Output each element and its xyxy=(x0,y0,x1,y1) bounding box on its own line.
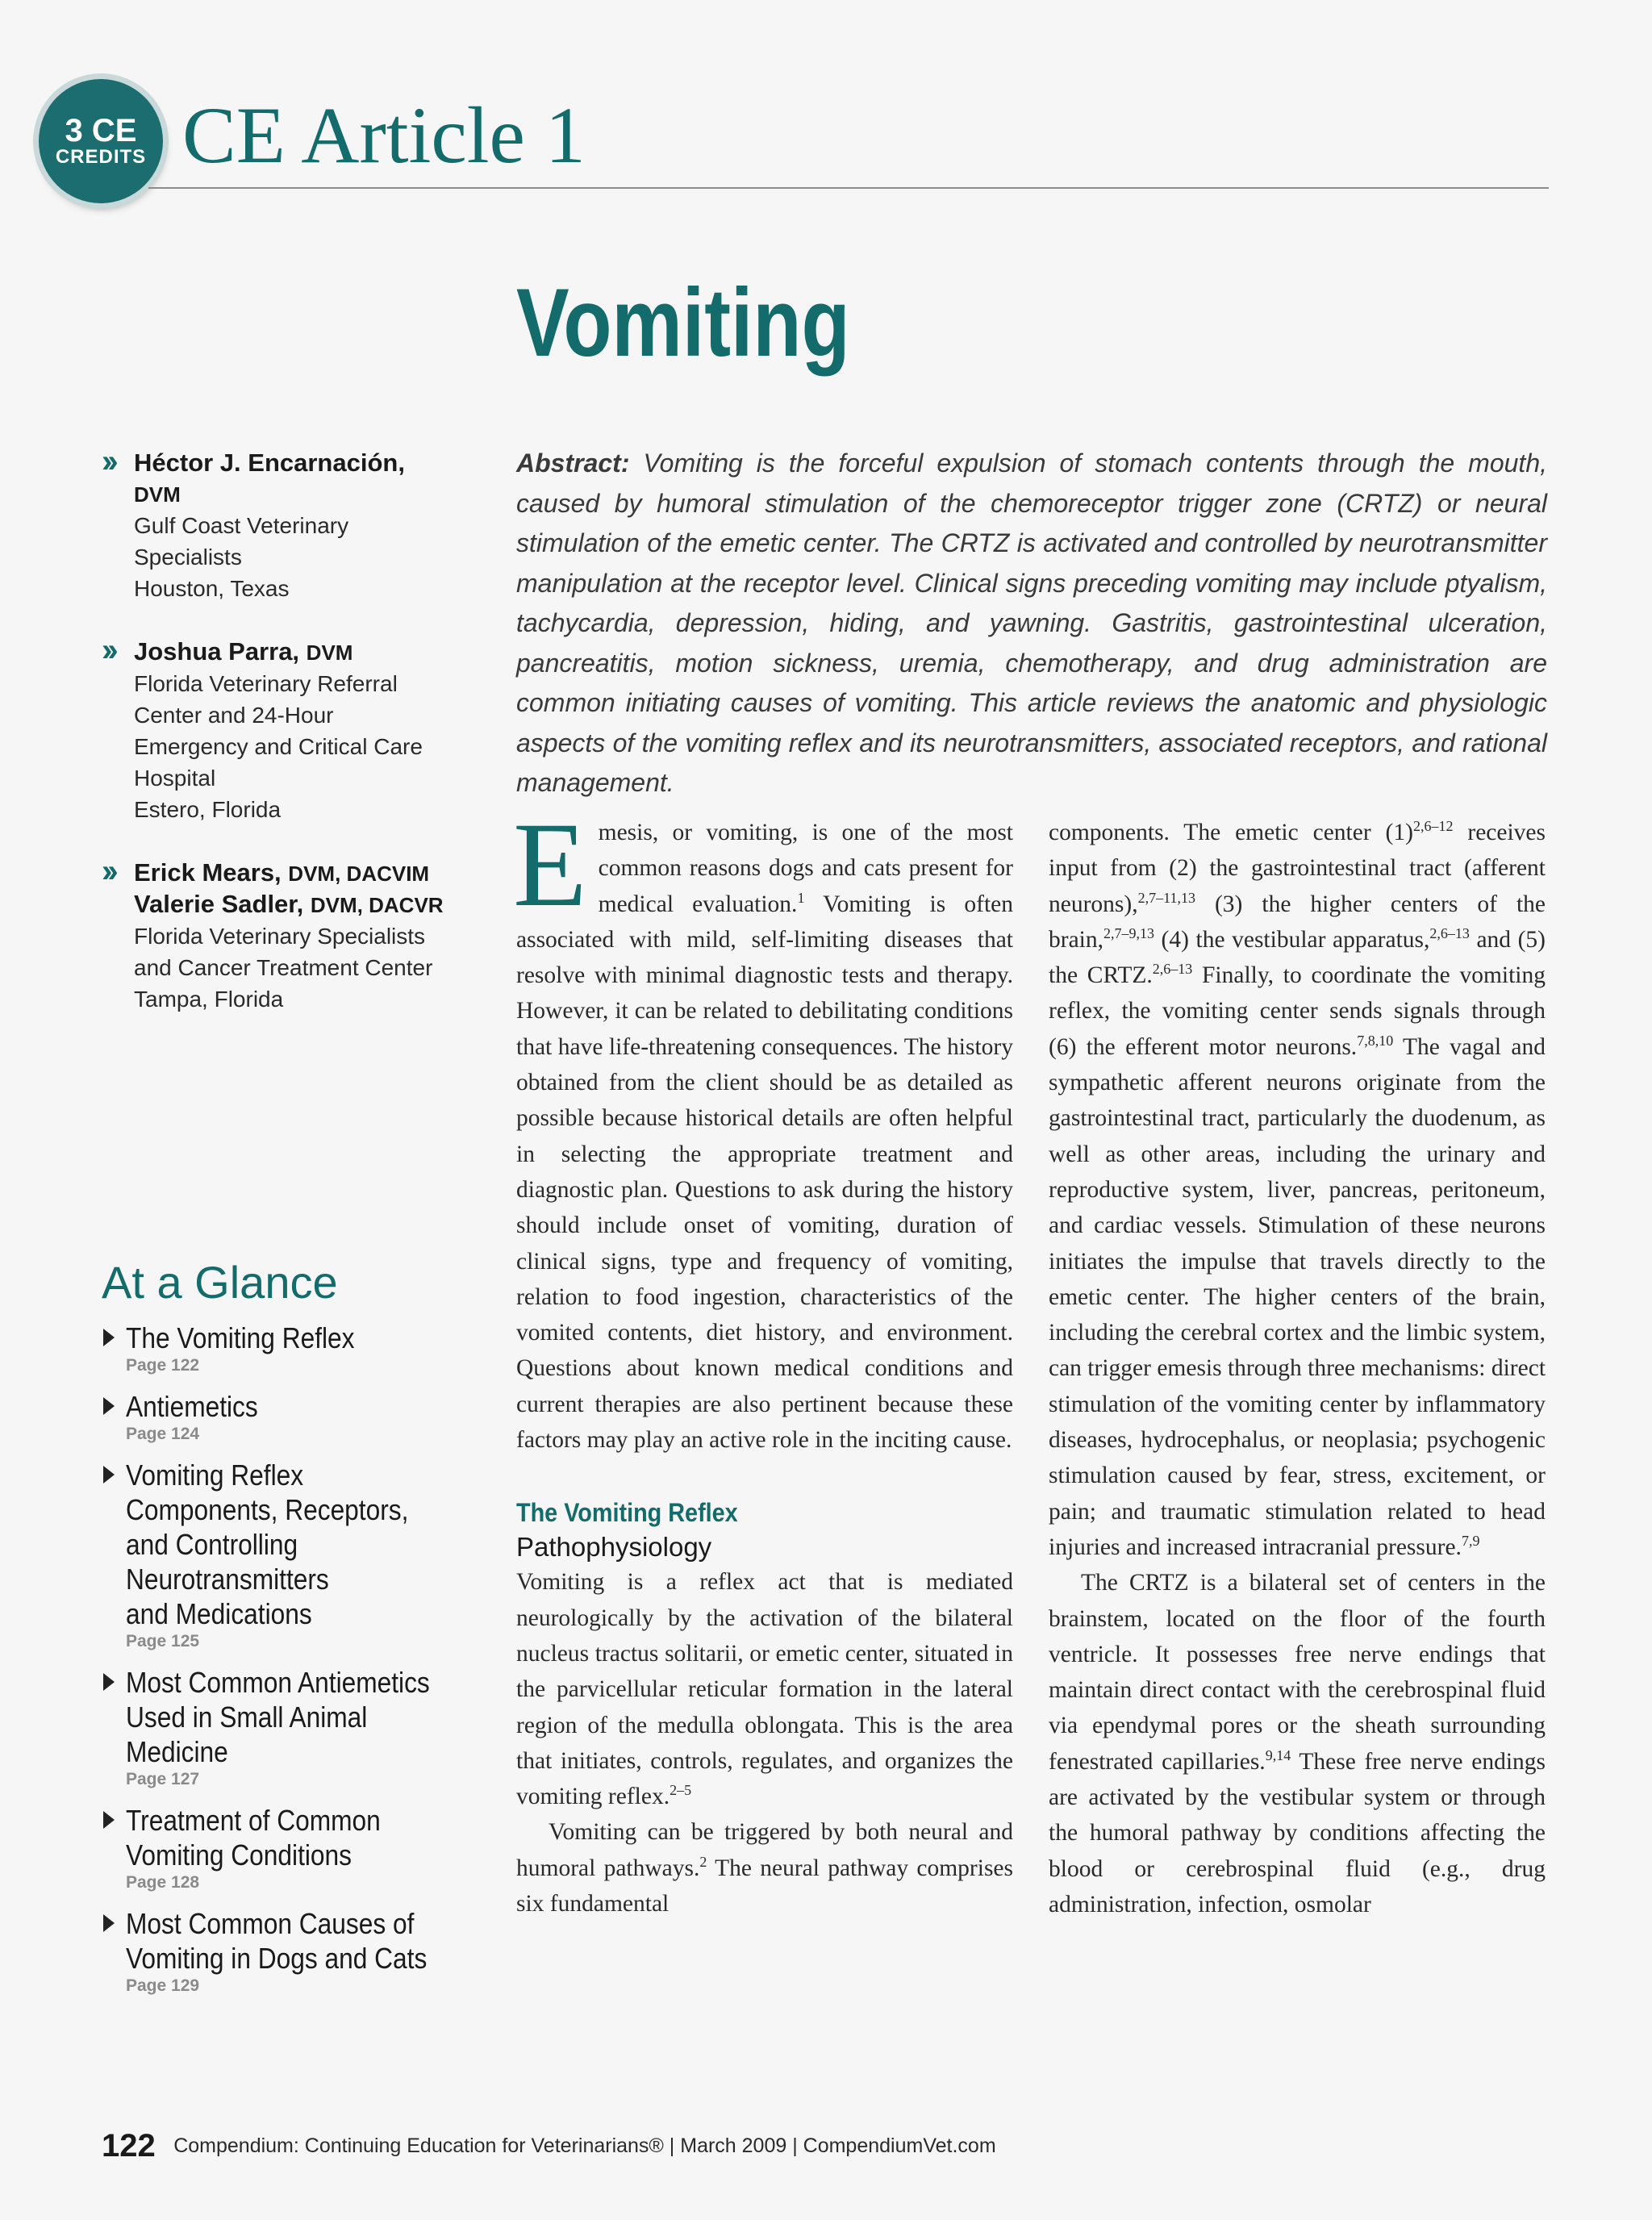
author-name xyxy=(102,632,457,668)
author-name-text: Erick Mears, xyxy=(134,858,282,887)
glance-item-page: Page 127 xyxy=(126,1770,200,1788)
body-text: mesis, or vomiting, is one of the most common reasons dogs and cats present for medical evaluation. xyxy=(598,820,1013,917)
body-text: Vomiting is a reflex act that is mediated neurologically by the activation of the bilateral nucleus tractus solitarii, or emetic center, situated in the parvicellular reticular formation in the lateral region of the medulla oblongata. This is the area that initiates, controls, regulates, and organizes the vomiting reflex. xyxy=(516,1569,1013,1810)
affiliation-line: Specialists xyxy=(134,545,242,570)
affiliation-line: Emergency and Critical Care xyxy=(134,734,423,759)
affiliation-line: and Cancer Treatment Center xyxy=(134,955,433,980)
badge-credit-label: CREDITS xyxy=(55,146,147,168)
glance-title: At a Glance xyxy=(102,1257,338,1308)
author-name xyxy=(102,444,457,510)
affiliation-line: Tampa, Florida xyxy=(134,987,284,1012)
citation: 1 xyxy=(797,889,805,906)
article-title: Vomiting xyxy=(516,269,850,377)
glance-item-page: Page 125 xyxy=(126,1632,200,1650)
citation: 2,7–9,13 xyxy=(1103,925,1154,942)
body-text: The neural pathway comprises six fundamental xyxy=(516,1855,1013,1917)
body-text: (3) the higher centers of the brain, xyxy=(1049,891,1546,953)
at-a-glance-panel xyxy=(102,1254,473,2009)
section-heading: The Vomiting Reflex xyxy=(516,1498,738,1528)
citation: 7,9 xyxy=(1461,1533,1480,1550)
citation: 9,14 xyxy=(1265,1746,1291,1763)
page-footer xyxy=(102,2128,996,2164)
abstract-label: Abstract: xyxy=(516,449,630,478)
chevron-right-icon: ›› xyxy=(102,853,114,889)
body-column-right xyxy=(1049,815,1546,1922)
glance-item[interactable] xyxy=(102,1665,473,1790)
author-list xyxy=(102,444,457,1047)
author-block xyxy=(102,444,457,604)
affiliation-line: Florida Veterinary Specialists xyxy=(134,924,426,949)
body-paragraph xyxy=(1049,815,1546,1565)
affiliation-line: Florida Veterinary Referral xyxy=(134,671,398,696)
body-paragraph xyxy=(516,1814,1013,1922)
body-text: (4) the vestibular apparatus, xyxy=(1154,926,1430,953)
glance-item-label: Vomiting Conditions xyxy=(126,1838,353,1872)
body-text: Vomiting is often associated with mild, self-limiting diseases that resolve with minimal diagnostic tests and therapy. However, it can be related to debilitating conditions that have life-threatening consequences. The history obtained from the client should be as detailed as possible because historical details are often helpful in selecting the appropriate treatment and diagnostic plan. Questions to ask during the history should include onset of vomiting, duration of clinical signs, type and frequency of vomiting, relation to food ingestion, characteristics of the vomited contents, diet history, and environment. Questions about known medical conditions and current therapies are also pertinent because these factors may play an active role in the inciting cause. xyxy=(516,891,1013,1454)
footer-citation: Compendium: Continuing Education for Veterinarians® | March 2009 | CompendiumVet.com xyxy=(173,2134,996,2157)
triangle-right-icon xyxy=(103,1811,115,1829)
body-text: components. The emetic center (1) xyxy=(1049,820,1413,845)
affiliation-line: Gulf Coast Veterinary xyxy=(134,513,349,538)
ce-credits-badge xyxy=(39,79,163,203)
body-text: Vomiting can be triggered by both neural and humoral pathways. xyxy=(516,1819,1013,1881)
author-name-text: Joshua Parra, xyxy=(134,637,300,666)
intro-paragraph xyxy=(513,798,1013,1458)
glance-item-label: Vomiting Reflex xyxy=(126,1458,304,1492)
glance-item-page: Page 124 xyxy=(126,1425,200,1443)
body-paragraph xyxy=(1049,1565,1546,1922)
author-degrees: DVM xyxy=(134,482,181,507)
triangle-right-icon xyxy=(103,1673,115,1691)
affiliation-line: Houston, Texas xyxy=(134,576,290,601)
abstract-text: Vomiting is the forceful expulsion of stomach contents through the mouth, caused by humoral stimulation of the chemoreceptor trigger zone (CRTZ) or neural stimulation of the emetic center. The CRTZ is activated and controlled by neurotransmitter manipulation at the receptor level. Clinical signs preceding vomiting may include ptyalism, tachycardia, depression, hiding, and yawning. Gastritis, gastrointestinal ulceration, pancreatitis, motion sickness, uremia, chemotherapy, and drug administration are common initiating causes of vomiting. This article reviews the anatomic and physiologic aspects of the vomiting reflex and its neurotransmitters, associated receptors, and rational management. xyxy=(516,449,1548,797)
glance-item-page: Page 128 xyxy=(126,1873,200,1892)
glance-item-label: Vomiting in Dogs and Cats xyxy=(126,1942,428,1975)
triangle-right-icon xyxy=(103,1466,115,1483)
citation: 2,7–11,13 xyxy=(1137,889,1195,906)
author-block xyxy=(102,632,457,825)
glance-item-label: and Medications xyxy=(126,1597,312,1630)
badge-credit-count: 3 CE xyxy=(65,113,137,148)
glance-item[interactable] xyxy=(102,1321,473,1376)
series-title: CE Article 1 xyxy=(182,90,586,180)
body-text: The vagal and sympathetic afferent neurons originate from the gastrointestinal tract, particularly the duodenum, as well as other areas, including the urinary and reproductive system, liver, pancreas, peritoneum, and cardiac vessels. Stimulation of these neurons initiates the impulse that travels directly to the emetic center. The higher centers of the brain, including the cerebral cortex and the limbic system, can trigger emesis through three mechanisms: direct stimulation of the vomiting center by inflammatory diseases, hydrocephalus, or neoplasia; psychogenic stimulation caused by fear, stress, excitement, or pain; and traumatic stimulation related to head injuries and increased intracranial pressure. xyxy=(1049,1033,1546,1560)
chevron-right-icon: ›› xyxy=(102,444,114,479)
author-block xyxy=(102,853,457,1015)
triangle-right-icon xyxy=(103,1914,115,1932)
glance-item-label: Neurotransmitters xyxy=(126,1563,329,1596)
triangle-right-icon xyxy=(103,1397,115,1415)
glance-item-label: Most Common Causes of xyxy=(126,1907,415,1940)
affiliation-line: Hospital xyxy=(134,766,216,791)
glance-item-label: Antiemetics xyxy=(126,1390,258,1423)
glance-item-label: and Controlling xyxy=(126,1528,298,1561)
author-name-text: Héctor J. Encarnación, xyxy=(134,449,405,477)
affiliation-line: Estero, Florida xyxy=(134,797,282,822)
glance-item[interactable] xyxy=(102,1458,473,1652)
chevron-right-icon: ›› xyxy=(102,632,114,668)
body-paragraph xyxy=(516,1564,1013,1814)
glance-item-label: Used in Small Animal xyxy=(126,1700,368,1734)
triangle-right-icon xyxy=(103,1329,115,1346)
citation: 7,8,10 xyxy=(1357,1032,1394,1049)
glance-item-page: Page 122 xyxy=(126,1356,200,1375)
author-name xyxy=(102,853,457,889)
author-name-text: Valerie Sadler, xyxy=(134,890,304,918)
page-number: 122 xyxy=(102,2128,156,2164)
header-divider xyxy=(148,187,1549,189)
body-text: The CRTZ is a bilateral set of centers in the brainstem, located on the floor of the fourth ventricle. It possesses free nerve endings that maintain direct contact with the cerebrospinal fluid via ependymal pores or the sheath surrounding fenestrated capillaries. xyxy=(1049,1570,1546,1775)
body-text: These free nerve endings are activated by the vestibular system or through the humoral pathway by conditions affecting the blood or cerebrospinal fluid (e.g., drug administration, infection, osmolar xyxy=(1049,1748,1546,1917)
glance-item-label: Treatment of Common xyxy=(126,1804,381,1837)
abstract xyxy=(516,444,1547,803)
author-name xyxy=(102,889,457,920)
body-text: and (5) the CRTZ. xyxy=(1049,926,1546,989)
body-text: Finally, to coordinate the vomiting reflex, the vomiting center sends signals through (6) the efferent motor neurons. xyxy=(1049,962,1546,1060)
glance-item[interactable] xyxy=(102,1906,473,1997)
citation: 2–5 xyxy=(670,1782,692,1799)
glance-item-label: Medicine xyxy=(126,1735,228,1768)
glance-item-label: Components, Receptors, xyxy=(126,1493,409,1526)
author-degrees: DVM, DACVR xyxy=(310,893,444,917)
citation: 2,6–12 xyxy=(1412,818,1454,835)
glance-item-label: Most Common Antiemetics xyxy=(126,1666,430,1699)
author-degrees: DVM, DACVIM xyxy=(288,862,430,886)
drop-cap: E xyxy=(513,798,587,932)
author-degrees: DVM xyxy=(306,641,353,665)
body-text: receives input from (2) the gastrointestinal tract (afferent neurons), xyxy=(1049,820,1546,917)
glance-item[interactable] xyxy=(102,1389,473,1445)
glance-item[interactable] xyxy=(102,1803,473,1893)
glance-item-page: Page 129 xyxy=(126,1976,200,1995)
glance-item-label: The Vomiting Reflex xyxy=(126,1321,355,1354)
citation: 2,6–13 xyxy=(1152,961,1193,978)
citation: 2,6–13 xyxy=(1429,925,1470,942)
citation: 2 xyxy=(699,1853,707,1870)
subsection-heading: Pathophysiology xyxy=(516,1532,712,1563)
body-column-left xyxy=(513,798,1013,1922)
affiliation-line: Center and 24-Hour xyxy=(134,703,334,728)
